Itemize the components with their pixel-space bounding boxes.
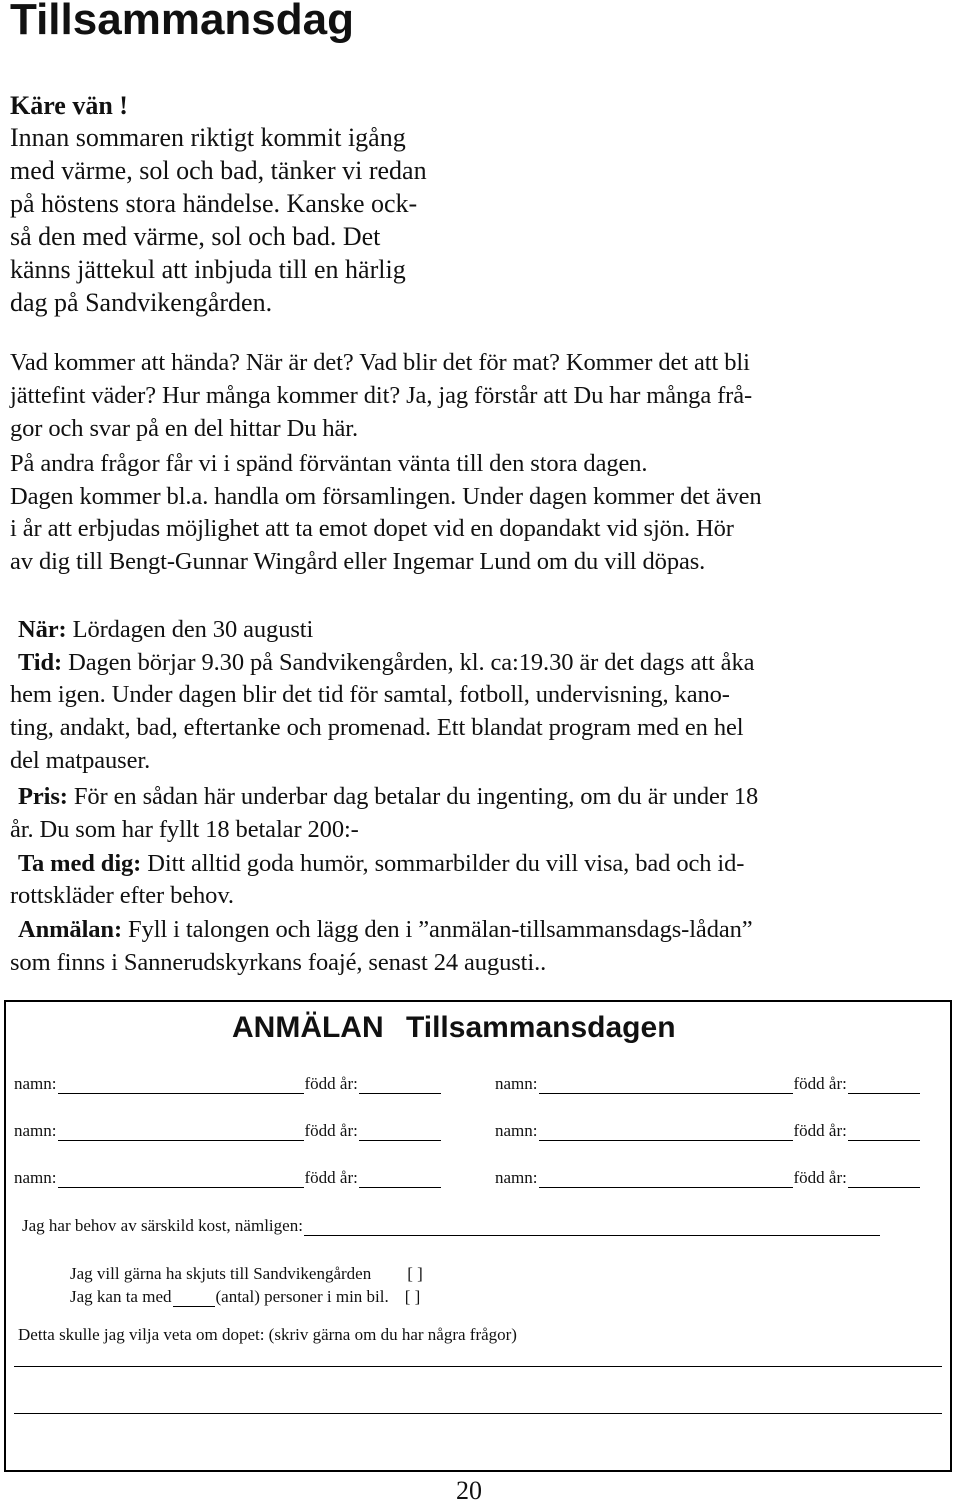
when-label: När: <box>18 616 67 643</box>
signup-value: Fyll i talongen och lägg den i ”anmälan-tillsammansdags-lådan” <box>122 916 753 943</box>
born-label: född år: <box>304 1121 358 1140</box>
name-row <box>14 1121 442 1141</box>
born-field[interactable] <box>848 1077 920 1094</box>
page-title: Tillsammansdag <box>10 0 354 44</box>
name-label: namn: <box>14 1074 57 1093</box>
name-field[interactable] <box>58 1077 304 1094</box>
passengers-field[interactable] <box>173 1290 215 1307</box>
page-number: 20 <box>456 1476 482 1503</box>
take-checkbox[interactable]: [ ] <box>404 1287 421 1306</box>
name-field[interactable] <box>58 1171 304 1188</box>
born-label: född år: <box>304 1074 358 1093</box>
time-line <box>10 647 754 679</box>
time-line: ting, andakt, bad, eftertanke och promenad. Ett blandat program med en hel <box>10 714 744 741</box>
price-line <box>10 781 758 813</box>
bring-line <box>10 848 744 880</box>
intro-line: så den med värme, sol och bad. Det <box>10 222 381 251</box>
body-line: gor och svar på en del hittar Du här. <box>10 415 359 442</box>
name-label: namn: <box>495 1074 538 1093</box>
name-label: namn: <box>495 1121 538 1140</box>
name-field[interactable] <box>58 1124 304 1141</box>
time-label: Tid: <box>18 649 63 676</box>
intro-line: på höstens stora händelse. Kanske ock- <box>10 189 418 218</box>
take-label: Jag kan ta med <box>70 1287 172 1306</box>
intro-line: Innan sommaren riktigt kommit igång <box>10 123 406 152</box>
form-title: ANMÄLAN Tillsammansdagen <box>232 1011 676 1044</box>
baptism-label: Detta skulle jag vilja veta om dopet: (skriv gärna om du har några frågor) <box>18 1325 517 1344</box>
signup-line <box>10 914 753 946</box>
born-field[interactable] <box>359 1077 441 1094</box>
name-label: namn: <box>14 1168 57 1187</box>
take-row <box>70 1287 420 1307</box>
name-row <box>14 1074 442 1094</box>
name-row <box>495 1074 921 1094</box>
born-label: född år: <box>793 1074 847 1093</box>
diet-label: Jag har behov av särskild kost, nämligen: <box>22 1216 303 1235</box>
intro-line: känns jättekul att inbjuda till en härlig <box>10 255 406 284</box>
body-line: jättefint väder? Hur många kommer dit? Ja, jag förstår att Du har många frå- <box>10 382 753 409</box>
baptism-answer-line[interactable] <box>14 1366 942 1367</box>
when-line <box>10 614 313 646</box>
born-label: född år: <box>793 1121 847 1140</box>
born-field[interactable] <box>359 1124 441 1141</box>
time-line: del matpauser. <box>10 747 151 774</box>
body-line: i år att erbjudas möjlighet att ta emot dopet vid en dopandakt vid sjön. Hör <box>10 515 734 542</box>
price-line: år. Du som har fyllt 18 betalar 200:- <box>10 816 359 843</box>
born-field[interactable] <box>848 1124 920 1141</box>
price-value: För en sådan här underbar dag betalar du ingenting, om du är under 18 <box>67 783 759 810</box>
bring-label: Ta med dig: <box>18 850 142 877</box>
name-row <box>495 1121 921 1141</box>
body-line: Vad kommer att hända? När är det? Vad blir det för mat? Kommer det att bli <box>10 349 750 376</box>
body-line: Dagen kommer bl.a. handla om församlingen. Under dagen kommer det även <box>10 483 762 510</box>
body-line: På andra frågor får vi i spänd förväntan vänta till den stora dagen. <box>10 450 648 477</box>
baptism-answer-line[interactable] <box>14 1413 942 1414</box>
born-field[interactable] <box>359 1171 441 1188</box>
born-label: född år: <box>304 1168 358 1187</box>
time-line: hem igen. Under dagen blir det tid för samtal, fotboll, undervisning, kano- <box>10 681 730 708</box>
born-label: född år: <box>793 1168 847 1187</box>
ride-label: Jag vill gärna ha skjuts till Sandvikengården <box>70 1264 372 1283</box>
born-field[interactable] <box>848 1171 920 1188</box>
name-field[interactable] <box>539 1077 793 1094</box>
signup-line: som finns i Sannerudskyrkans foajé, senast 24 augusti.. <box>10 949 547 976</box>
bring-value: Ditt alltid goda humör, sommarbilder du vill visa, bad och id- <box>141 850 745 877</box>
name-row <box>14 1168 442 1188</box>
price-label: Pris: <box>18 783 68 810</box>
name-field[interactable] <box>539 1124 793 1141</box>
name-label: namn: <box>14 1121 57 1140</box>
bring-line: rottskläder efter behov. <box>10 882 234 909</box>
diet-field[interactable] <box>304 1219 880 1236</box>
name-field[interactable] <box>539 1171 793 1188</box>
time-value: Dagen börjar 9.30 på Sandvikengården, kl. ca:19.30 är det dags att åka <box>62 649 755 676</box>
registration-form <box>4 1000 952 1472</box>
signup-label: Anmälan: <box>18 916 123 943</box>
take-label: (antal) personer i min bil. <box>215 1287 389 1306</box>
body-line: av dig till Bengt-Gunnar Wingård eller Ingemar Lund om du vill döpas. <box>10 548 706 575</box>
ride-row <box>70 1264 423 1284</box>
intro-line: dag på Sandvikengården. <box>10 288 273 317</box>
diet-row <box>22 1216 881 1236</box>
when-value: Lördagen den 30 augusti <box>66 616 314 643</box>
greeting: Käre vän ! <box>10 91 128 120</box>
intro-line: med värme, sol och bad, tänker vi redan <box>10 156 427 185</box>
ride-checkbox[interactable]: [ ] <box>407 1264 423 1283</box>
name-row <box>495 1168 921 1188</box>
name-label: namn: <box>495 1168 538 1187</box>
